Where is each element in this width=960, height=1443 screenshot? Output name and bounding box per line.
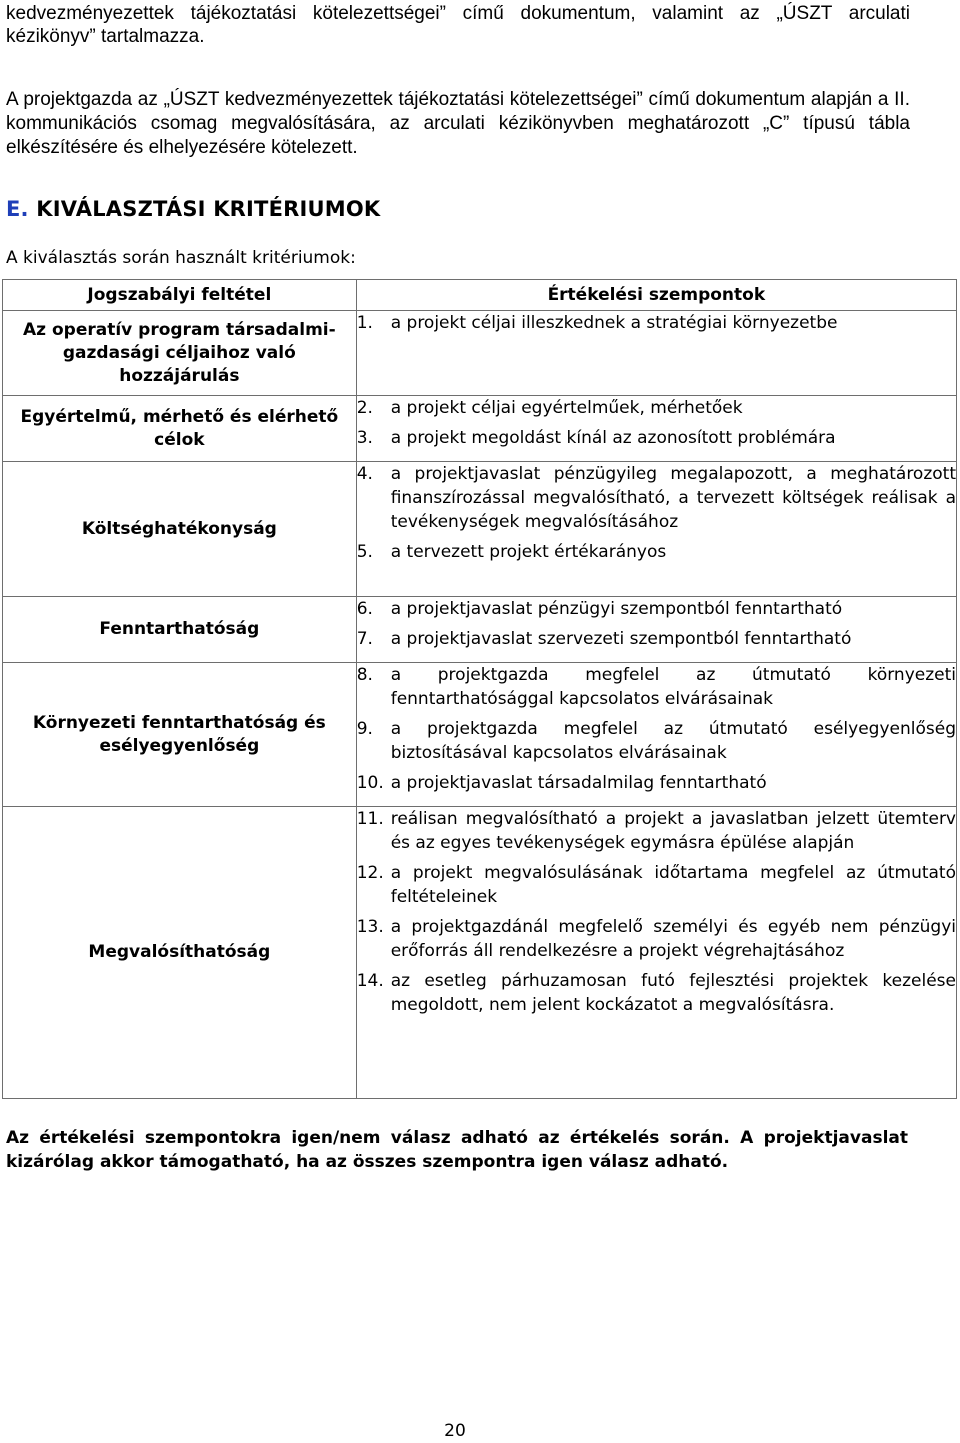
item-number: 13. bbox=[356, 917, 384, 937]
item-text: a projektgazda megfelel az útmutató környezeti fenntarthatósággal kapcsolatos elvárásainak bbox=[390, 665, 956, 709]
closing-note: Az értékelési szempontokra igen/nem válasz adható az értékelés során. A projektjavaslat kizárólag akkor támogatható, ha az összes szempontra igen válasz adható. bbox=[6, 1128, 908, 1172]
item-text: a projekt megoldást kínál az azonosított problémára bbox=[390, 428, 836, 448]
item-text: a projekt céljai egyértelműek, mérhetőek bbox=[390, 398, 743, 418]
item-number: 2. bbox=[356, 398, 373, 418]
condition-cell: Egyértelmű, mérhető és elérhető célok bbox=[3, 396, 357, 462]
aspects-cell bbox=[356, 462, 956, 597]
table-row bbox=[3, 311, 957, 396]
item-number: 4. bbox=[356, 464, 373, 484]
list-item bbox=[357, 311, 956, 335]
criteria-intro: A kiválasztás során használt kritériumok: bbox=[6, 248, 356, 268]
item-number: 12. bbox=[356, 863, 384, 883]
table-row bbox=[3, 663, 957, 807]
list-item bbox=[357, 627, 956, 651]
list-item bbox=[357, 717, 956, 765]
list-item bbox=[357, 396, 956, 420]
item-text: a tervezett projekt értékarányos bbox=[390, 542, 667, 562]
intro-paragraph-1: kedvezményezettek tájékoztatási kötelezettségei” című dokumentum, valamint az „ÚSZT arculati kézikönyv” tartalmazza. bbox=[6, 3, 910, 47]
table-row bbox=[3, 807, 957, 1099]
item-text: a projekt megvalósulásának időtartama megfelel az útmutató feltételeinek bbox=[390, 863, 956, 907]
list-item bbox=[357, 771, 956, 795]
item-number: 1. bbox=[356, 313, 373, 333]
aspects-cell bbox=[356, 597, 956, 663]
aspects-cell bbox=[356, 663, 956, 807]
item-text: az esetleg párhuzamosan futó fejlesztési projektek kezelése megoldott, nem jelent kockázatot a megvalósításra. bbox=[390, 971, 956, 1015]
item-text: a projektjavaslat pénzügyileg megalapozott, a meghatározott finanszírozással megvalósítható, a tervezett költségek reálisak a tevékenységek megvalósításához bbox=[390, 464, 956, 532]
intro-paragraph-2: A projektgazda az „ÚSZT kedvezményezettek tájékoztatási kötelezettségei” című dokumentum alapján a II. kommunikációs csomag megvalósítására, az arculati kézikönyvben meghatározott „C” típusú tábla elkészítésére és elhelyezésére kötelezett. bbox=[6, 89, 910, 158]
header-evaluation-aspects: Értékelési szempontok bbox=[356, 280, 956, 311]
condition-cell: Az operatív program társadalmi-gazdasági céljaihoz való hozzájárulás bbox=[3, 311, 357, 396]
list-item bbox=[357, 861, 956, 909]
list-item bbox=[357, 969, 956, 1017]
section-title: KIVÁLASZTÁSI KRITÉRIUMOK bbox=[36, 197, 381, 221]
criteria-table bbox=[2, 279, 957, 1099]
item-number: 11. bbox=[356, 809, 384, 829]
item-number: 3. bbox=[356, 428, 373, 448]
list-item bbox=[357, 915, 956, 963]
item-number: 5. bbox=[356, 542, 373, 562]
condition-cell: Környezeti fenntarthatóság és esélyegyenlőség bbox=[3, 663, 357, 807]
aspects-cell bbox=[356, 311, 956, 396]
item-number: 14. bbox=[356, 971, 384, 991]
item-text: a projektjavaslat társadalmilag fenntartható bbox=[390, 773, 767, 793]
item-text: a projektgazda megfelel az útmutató esélyegyenlőség biztosításával kapcsolatos elvárásainak bbox=[390, 719, 956, 763]
item-number: 9. bbox=[356, 719, 373, 739]
table-header-row bbox=[3, 280, 957, 311]
section-letter: E. bbox=[6, 197, 29, 221]
table-row bbox=[3, 462, 957, 597]
condition-cell: Költséghatékonyság bbox=[3, 462, 357, 597]
item-number: 10. bbox=[356, 773, 384, 793]
condition-cell: Megvalósíthatóság bbox=[3, 807, 357, 1099]
item-text: a projekt céljai illeszkednek a stratégiai környezetbe bbox=[390, 313, 838, 333]
list-item bbox=[357, 807, 956, 855]
item-text: a projektjavaslat pénzügyi szempontból fenntartható bbox=[390, 599, 843, 619]
list-item bbox=[357, 540, 956, 564]
list-item bbox=[357, 462, 956, 534]
header-legal-condition: Jogszabályi feltétel bbox=[3, 280, 357, 311]
page-number: 20 bbox=[444, 1421, 466, 1441]
list-item bbox=[357, 597, 956, 621]
item-number: 7. bbox=[356, 629, 373, 649]
section-heading bbox=[6, 195, 380, 223]
item-text: a projektgazdánál megfelelő személyi és egyéb nem pénzügyi erőforrás áll rendelkezésre a projekt végrehajtásához bbox=[390, 917, 956, 961]
aspects-cell bbox=[356, 396, 956, 462]
table-row bbox=[3, 396, 957, 462]
table-row bbox=[3, 597, 957, 663]
list-item bbox=[357, 426, 956, 450]
item-number: 8. bbox=[356, 665, 373, 685]
item-text: reálisan megvalósítható a projekt a javaslatban jelzett ütemterv és az egyes tevékenységek egymásra épülése alapján bbox=[390, 809, 956, 853]
condition-cell: Fenntarthatóság bbox=[3, 597, 357, 663]
aspects-cell bbox=[356, 807, 956, 1099]
item-number: 6. bbox=[356, 599, 373, 619]
item-text: a projektjavaslat szervezeti szempontból fenntartható bbox=[390, 629, 852, 649]
list-item bbox=[357, 663, 956, 711]
